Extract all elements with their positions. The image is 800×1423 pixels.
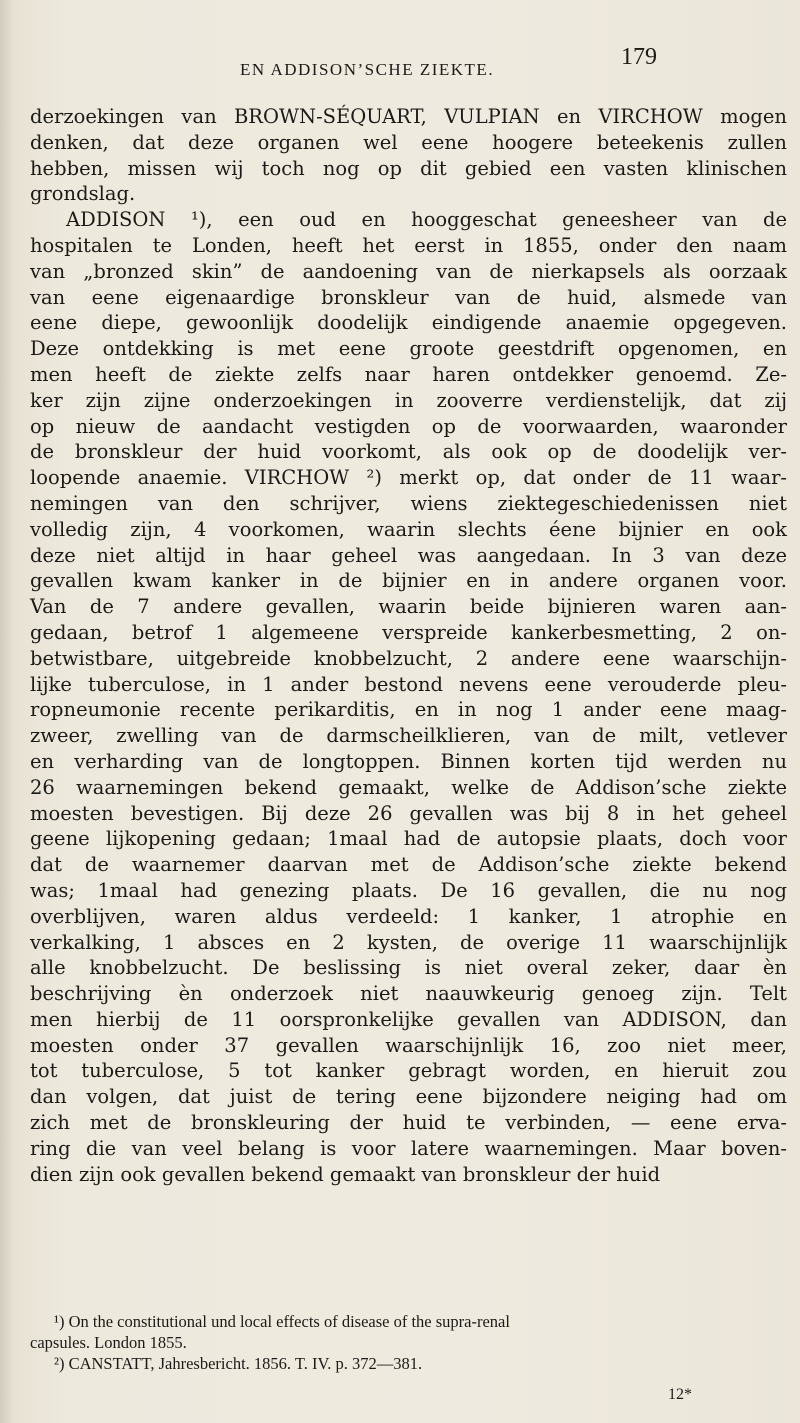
text-line: alle knobbelzucht. De beslissing is niet overal zeker, daar èn [30, 956, 787, 980]
text-line: Deze ontdekking is met eene groote geestdrift opgenomen, en [30, 337, 787, 361]
signature-mark: 12* [668, 1386, 692, 1403]
text-line: van eene eigenaardige bronskleur van de huid, alsmede van [30, 285, 787, 309]
text-line: derzoekingen van BROWN-SÉQUART, VULPIAN en VIRCHOW mogen [30, 105, 787, 128]
text-line: zich met de bronskleuring der huid te verbinden, — eene erva- [30, 1111, 787, 1135]
text-line: op nieuw de aandacht vestigden op de voorwaarden, waaronder [30, 414, 787, 438]
text-line: verkalking, 1 absces en 2 kysten, de overige 11 waarschijnlijk [30, 930, 787, 954]
text-line: grondslag. [30, 182, 136, 206]
text-line: betwistbare, uitgebreide knobbelzucht, 2 andere eene waarschijn- [30, 646, 787, 670]
running-title: EN ADDISON’SCHE ZIEKTE. [240, 60, 495, 79]
text-line: men heeft de ziekte zelfs naar haren ontdekker genoemd. Ze- [30, 362, 787, 386]
scan-shadow [0, 0, 14, 1423]
text-line: gedaan, betrof 1 algemeene verspreide kankerbesmetting, 2 on- [30, 620, 787, 644]
text-line: ADDISON ¹), een oud en hooggeschat geneesheer van de [66, 208, 787, 232]
text-line: dien zijn ook gevallen bekend gemaakt van bronskleur der huid [30, 1162, 661, 1186]
footnote-line: capsules. London 1855. [30, 1333, 187, 1352]
text-line: lijke tuberculose, in 1 ander bestond nevens eene verouderde pleu- [30, 672, 787, 696]
footnote-line: ¹) On the constitutional und local effects of disease of the supra-renal [54, 1312, 510, 1331]
text-line: volledig zijn, 4 voorkomen, waarin slechts éene bijnier en ook [30, 517, 787, 541]
footnotes [30, 1311, 787, 1374]
text-line: zweer, zwelling van de darmscheilklieren, van de milt, vetlever [30, 724, 787, 748]
text-line: beschrijving èn onderzoek niet naauwkeurig genoeg zijn. Telt [30, 982, 787, 1006]
body-text [30, 104, 787, 1187]
text-line: overblijven, waren aldus verdeeld: 1 kanker, 1 atrophie en [30, 904, 787, 928]
text-line: dan volgen, dat juist de tering eene bijzondere neiging had om [30, 1085, 787, 1109]
text-line: eene diepe, gewoonlijk doodelijk eindigende anaemie opgegeven. [30, 311, 787, 335]
text-line: ring die van veel belang is voor latere waarnemingen. Maar boven- [30, 1136, 787, 1160]
text-line: deze niet altijd in haar geheel was aangedaan. In 3 van deze [30, 543, 787, 567]
text-line: hospitalen te Londen, heeft het eerst in 1855, onder den naam [30, 233, 787, 257]
page-number: 179 [621, 44, 657, 70]
text-line: dat de waarnemer daarvan met de Addison’sche ziekte bekend [30, 853, 787, 877]
text-line: de bronskleur der huid voorkomt, als ook op de doodelijk ver- [30, 440, 787, 464]
text-line: geene lijkopening gedaan; 1maal had de autopsie plaats, doch voor [30, 827, 787, 851]
text-line: en verharding van de longtoppen. Binnen korten tijd werden nu [30, 749, 787, 773]
text-line: nemingen van den schrijver, wiens ziektegeschiedenissen niet [30, 491, 787, 515]
text-line: was; 1maal had genezing plaats. De 16 gevallen, die nu nog [30, 878, 787, 902]
footnote-line: ²) CANSTATT, Jahresbericht. 1856. T. IV. p. 372—381. [54, 1354, 423, 1373]
text-line: loopende anaemie. VIRCHOW ²) merkt op, dat onder de 11 waar- [30, 466, 787, 490]
text-line: denken, dat deze organen wel eene hoogere beteekenis zullen [30, 130, 787, 154]
text-line: gevallen kwam kanker in de bijnier en in andere organen voor. [30, 569, 787, 593]
text-line: van „bronzed skin” de aandoening van de nierkapsels als oorzaak [30, 259, 787, 283]
text-line: moesten onder 37 gevallen waarschijnlijk 16, zoo niet meer, [30, 1033, 787, 1057]
text-line: Van de 7 andere gevallen, waarin beide bijnieren waren aan- [30, 595, 787, 619]
text-line: ropneumonie recente perikarditis, en in nog 1 ander eene maag- [30, 698, 787, 722]
text-line: tot tuberculose, 5 tot kanker gebragt worden, en hieruit zou [30, 1059, 787, 1083]
text-line: moesten bevestigen. Bij deze 26 gevallen was bij 8 in het geheel [30, 801, 787, 825]
text-line: 26 waarnemingen bekend gemaakt, welke de Addison’sche ziekte [30, 775, 787, 799]
text-line: hebben, missen wij toch nog op dit gebied een vasten klinischen [30, 156, 787, 180]
text-line: ker zijn zijne onderzoekingen in zooverre verdienstelijk, dat zij [30, 388, 787, 412]
text-line: men hierbij de 11 oorspronkelijke gevallen van ADDISON, dan [30, 1007, 787, 1031]
